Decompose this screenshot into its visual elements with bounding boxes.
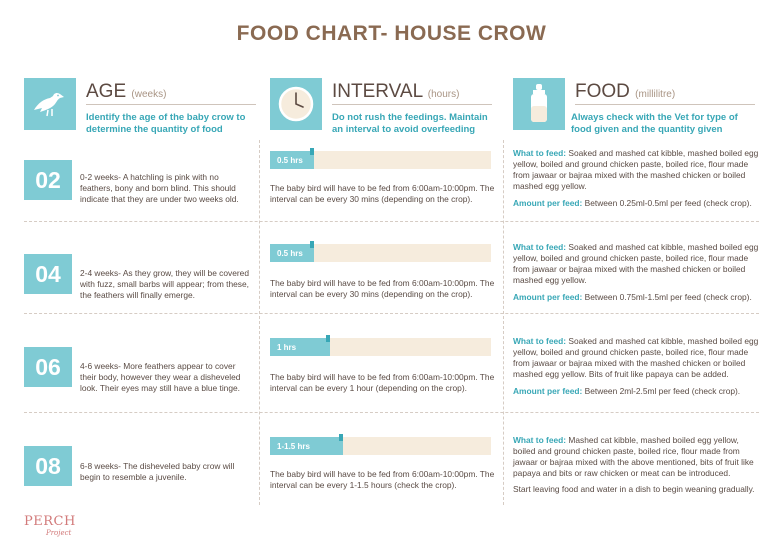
row-divider xyxy=(24,412,759,413)
food-column-unit: (millilitre) xyxy=(635,89,676,100)
what-to-feed-label: What to feed: xyxy=(513,336,567,346)
divider xyxy=(86,104,256,105)
week-badge: 04 xyxy=(24,254,72,294)
interval-column-unit: (hours) xyxy=(427,89,460,100)
amount-label: Amount per feed: xyxy=(513,386,583,396)
age-column-label: AGE xyxy=(86,81,127,102)
crow-icon xyxy=(24,78,76,130)
amount-value: Between 0.25ml-0.5ml per feed (check crop). xyxy=(584,198,752,208)
what-to-feed-label: What to feed: xyxy=(513,435,567,445)
interval-bar xyxy=(270,437,491,455)
logo-subtext: Project xyxy=(46,529,72,537)
age-description: 2-4 weeks- As they grow, they will be covered with fuzz, small barbs will appear; from these, the feathers will finally emerge. xyxy=(80,268,249,300)
clock-icon xyxy=(270,78,322,130)
food-block xyxy=(513,435,763,495)
food-description: Soaked and mashed cat kibble, mashed boiled egg yellow, boiled and ground chicken paste, boiled rice, flour made from jawaar or bajraa mixed with the mashed chicken or boiled mashed egg yellow. xyxy=(513,242,759,285)
amount-label: Amount per feed: xyxy=(513,198,583,208)
divider xyxy=(332,104,492,105)
week-badge: 02 xyxy=(24,160,72,200)
interval-bar xyxy=(270,338,491,356)
interval-description: The baby bird will have to be fed from 6:00am-10:00pm. The interval can be every 30 mins (depending on the crop). xyxy=(270,278,495,299)
age-column-unit: (weeks) xyxy=(131,89,167,100)
week-badge: 06 xyxy=(24,347,72,387)
interval-description: The baby bird will have to be fed from 6:00am-10:00pm. The interval can be every 30 mins (depending on the crop). xyxy=(270,183,495,204)
age-column-note: Identify the age of the baby crow to determine the quantity of food xyxy=(86,112,246,135)
interval-description: The baby bird will have to be fed from 6:00am-10:00pm. The interval can be every 1 hour (depending on the crop). xyxy=(270,372,495,393)
food-block xyxy=(513,148,763,209)
what-to-feed-label: What to feed: xyxy=(513,148,567,158)
interval-bar xyxy=(270,151,491,169)
interval-bar-marker xyxy=(339,434,343,441)
interval-description: The baby bird will have to be fed from 6:00am-10:00pm. The interval can be every 1-1.5 hours (check the crop). xyxy=(270,469,495,490)
age-description: 6-8 weeks- The disheveled baby crow will begin to resemble a juvenile. xyxy=(80,461,235,482)
food-description: Mashed cat kibble, mashed boiled egg yellow, boiled and ground chicken paste, boiled rice, flour made from jawaar or bajraa mixed with the above mentioned, bits of fruit like papaya and bits or raw chicken or meat can be introduced. xyxy=(513,435,754,478)
food-block xyxy=(513,242,763,303)
food-column-note: Always check with the Vet for type of food given and the quantity given xyxy=(571,112,738,135)
interval-bar-fill xyxy=(270,151,314,169)
interval-bar xyxy=(270,244,491,262)
interval-bar-marker xyxy=(310,148,314,155)
interval-bar-label: 1 hrs xyxy=(277,342,297,352)
feeding-bottle-icon xyxy=(513,78,565,130)
interval-bar-label: 0.5 hrs xyxy=(277,248,303,258)
age-column-header xyxy=(24,78,259,138)
weaning-note: Start leaving food and water in a dish to begin weaning gradually. xyxy=(513,484,755,494)
food-description: Soaked and mashed cat kibble, mashed boiled egg yellow, boiled and ground chicken paste, boiled rice, flour made from jawaar or bajraa mixed with the mashed chicken or boiled mashed egg yellow. Bits of fruit like papaya can be added. xyxy=(513,336,759,379)
divider xyxy=(575,104,755,105)
amount-value: Between 0.75ml-1.5ml per feed (check crop). xyxy=(584,292,752,302)
column-divider xyxy=(503,140,504,505)
age-description: 4-6 weeks- More feathers appear to cover their body, however they wear a disheveled look. Their eyes may still have a blue tinge. xyxy=(80,361,241,393)
interval-bar-fill xyxy=(270,437,343,455)
row-divider xyxy=(24,221,759,222)
food-column-label: FOOD xyxy=(575,81,630,102)
age-description: 0-2 weeks- A hatchling is pink with no feathers, bony and born blind. This should indicate that they are under two weeks old. xyxy=(80,172,239,204)
food-description: Soaked and mashed cat kibble, mashed boiled egg yellow, boiled and ground chicken paste, boiled rice, flour made from jawaar or bajraa mixed with the mashed chicken or boiled mashed egg yellow. xyxy=(513,148,759,191)
interval-bar-marker xyxy=(310,241,314,248)
week-badge: 08 xyxy=(24,446,72,486)
interval-column-note: Do not rush the feedings. Maintain an interval to avoid overfeeding xyxy=(332,112,488,135)
interval-bar-fill xyxy=(270,244,314,262)
interval-column-label: INTERVAL xyxy=(332,81,423,102)
food-block xyxy=(513,336,763,397)
interval-bar-label: 0.5 hrs xyxy=(277,155,303,165)
interval-bar-fill xyxy=(270,338,330,356)
row-divider xyxy=(24,313,759,314)
column-divider xyxy=(259,140,260,505)
amount-label: Amount per feed: xyxy=(513,292,583,302)
logo-text: PERCH xyxy=(24,514,76,529)
interval-bar-marker xyxy=(326,335,330,342)
what-to-feed-label: What to feed: xyxy=(513,242,567,252)
food-column-header xyxy=(513,78,763,138)
page-title: FOOD CHART- HOUSE CROW xyxy=(236,22,547,45)
amount-value: Between 2ml-2.5ml per feed (check crop). xyxy=(584,386,741,396)
interval-bar-label: 1-1.5 hrs xyxy=(277,441,310,451)
interval-column-header xyxy=(270,78,500,138)
perch-project-logo xyxy=(24,515,74,545)
